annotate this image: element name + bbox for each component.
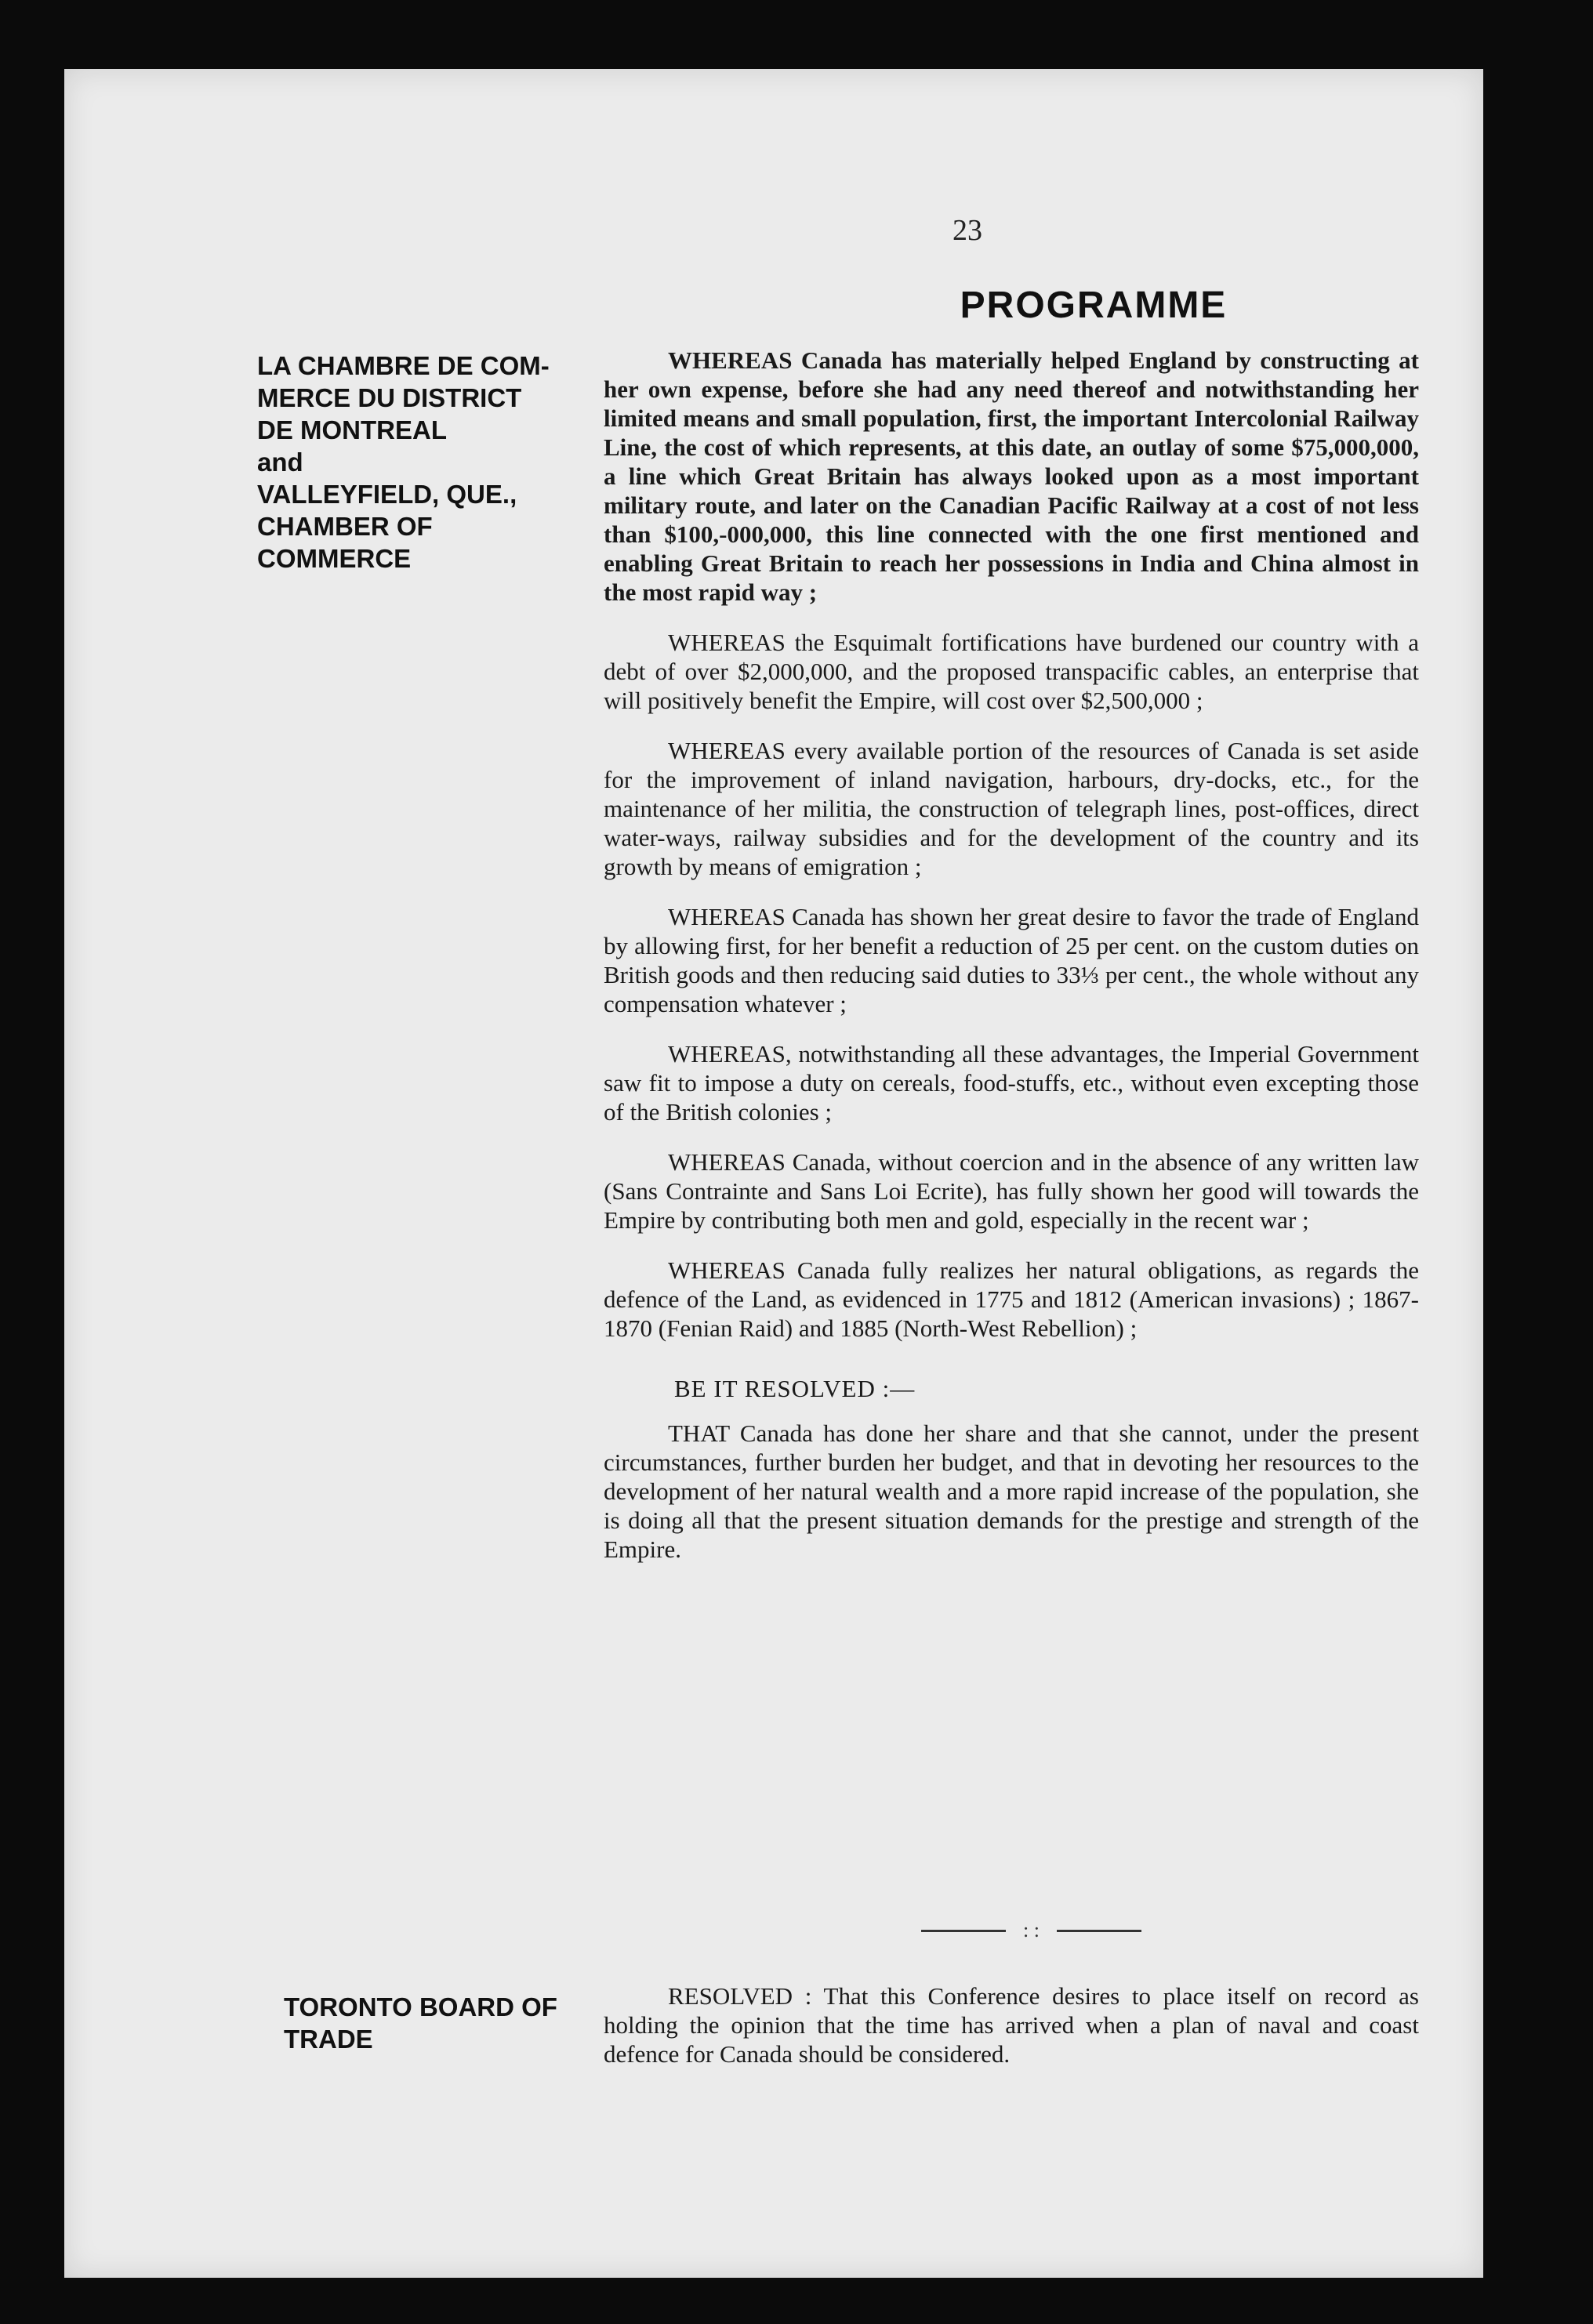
margin-label-line: MERCE DU DISTRICT — [257, 383, 522, 412]
margin-label-montreal-chamber — [257, 350, 550, 575]
margin-label-toronto-board — [284, 1991, 557, 2055]
page-number: 23 — [953, 214, 982, 247]
whereas-paragraph: WHEREAS Canada fully realizes her natural obligations, as regards the defence of the Land, as evidenced in 1775 and 1812 (American invasions) ; 1867-1870 (Fenian Raid) and 1885 (North-West Rebellion) ; — [604, 1256, 1419, 1342]
divider-rule — [1057, 1930, 1141, 1932]
margin-label-line: COMMERCE — [257, 544, 412, 573]
margin-label-line: DE MONTREAL — [257, 415, 447, 444]
toronto-section — [604, 1981, 1419, 2068]
whereas-paragraph: WHEREAS Canada, without coercion and in the absence of any written law (Sans Contrainte and Sans Loi Ecrite), has fully shown her good will towards the Empire by contributing both men and gold, especially in the recent war ; — [604, 1148, 1419, 1234]
resolution-paragraph: THAT Canada has done her share and that she cannot, under the present circumstances, further burden her budget, and that in devoting her resources to the development of her natural wealth and a more rapid increase of the population, she is doing all that the present situation demands for the prestige and strength of the Empire. — [604, 1419, 1419, 1563]
whereas-paragraph: WHEREAS Canada has materially helped England by constructing at her own expense, before she had any need thereof and notwithstanding her limited means and small population, first, the important Intercolonial Railway Line, the cost of which represents, at this date, an outlay of some $75,000,000, a line which Great Britain has always looked upon as a most important military route, and later on the Canadian Pacific Railway at a cost of not less than $100,-000,000, this line connected with the one first mentioned and enabling Great Britain to reach her possessions in India and China almost in the most rapid way ; — [604, 346, 1419, 606]
whereas-paragraph: WHEREAS Canada has shown her great desire to favor the trade of England by allowing first, for her benefit a reduction of 25 per cent. on the custom duties on British goods and then reducing said duties to 33⅓ per cent., the whole without any compensation whatever ; — [604, 903, 1419, 1017]
toronto-resolution-paragraph: RESOLVED : That this Conference desires to place itself on record as holding the opinion that the time has arrived when a plan of naval and coast defence for Canada should be considered. — [604, 1982, 1419, 2068]
whereas-section — [604, 346, 1419, 1564]
margin-label-line: LA CHAMBRE DE COM- — [257, 351, 550, 380]
divider-mark: : : — [1023, 1919, 1040, 1942]
resolved-heading: BE IT RESOLVED :— — [674, 1375, 916, 1402]
divider-rule — [921, 1930, 1006, 1932]
whereas-paragraph: WHEREAS the Esquimalt fortifications have burdened our country with a debt of over $2,000,000, and the proposed transpacific cables, an enterprise that will positively benefit the Empire, will cost over $2,500,000 ; — [604, 629, 1419, 714]
section-divider — [921, 1919, 1141, 1942]
whereas-paragraph: WHEREAS, notwithstanding all these advantages, the Imperial Government saw fit to impose a duty on cereals, food-stuffs, etc., without even excepting those of the British colonies ; — [604, 1040, 1419, 1126]
margin-label-line: CHAMBER OF — [257, 512, 433, 541]
margin-label-line: and — [257, 448, 303, 477]
margin-label-line: TORONTO BOARD OF — [284, 1992, 557, 2021]
page-title: PROGRAMME — [960, 285, 1228, 326]
margin-label-line: VALLEYFIELD, QUE., — [257, 480, 517, 509]
whereas-paragraph: WHEREAS every available portion of the resources of Canada is set aside for the improvement of inland navigation, harbours, dry-docks, etc., for the maintenance of her militia, the construction of telegraph lines, post-offices, direct water-ways, railway subsidies and for the development of the country and its growth by means of emigration ; — [604, 737, 1419, 880]
margin-label-line: TRADE — [284, 2025, 373, 2054]
